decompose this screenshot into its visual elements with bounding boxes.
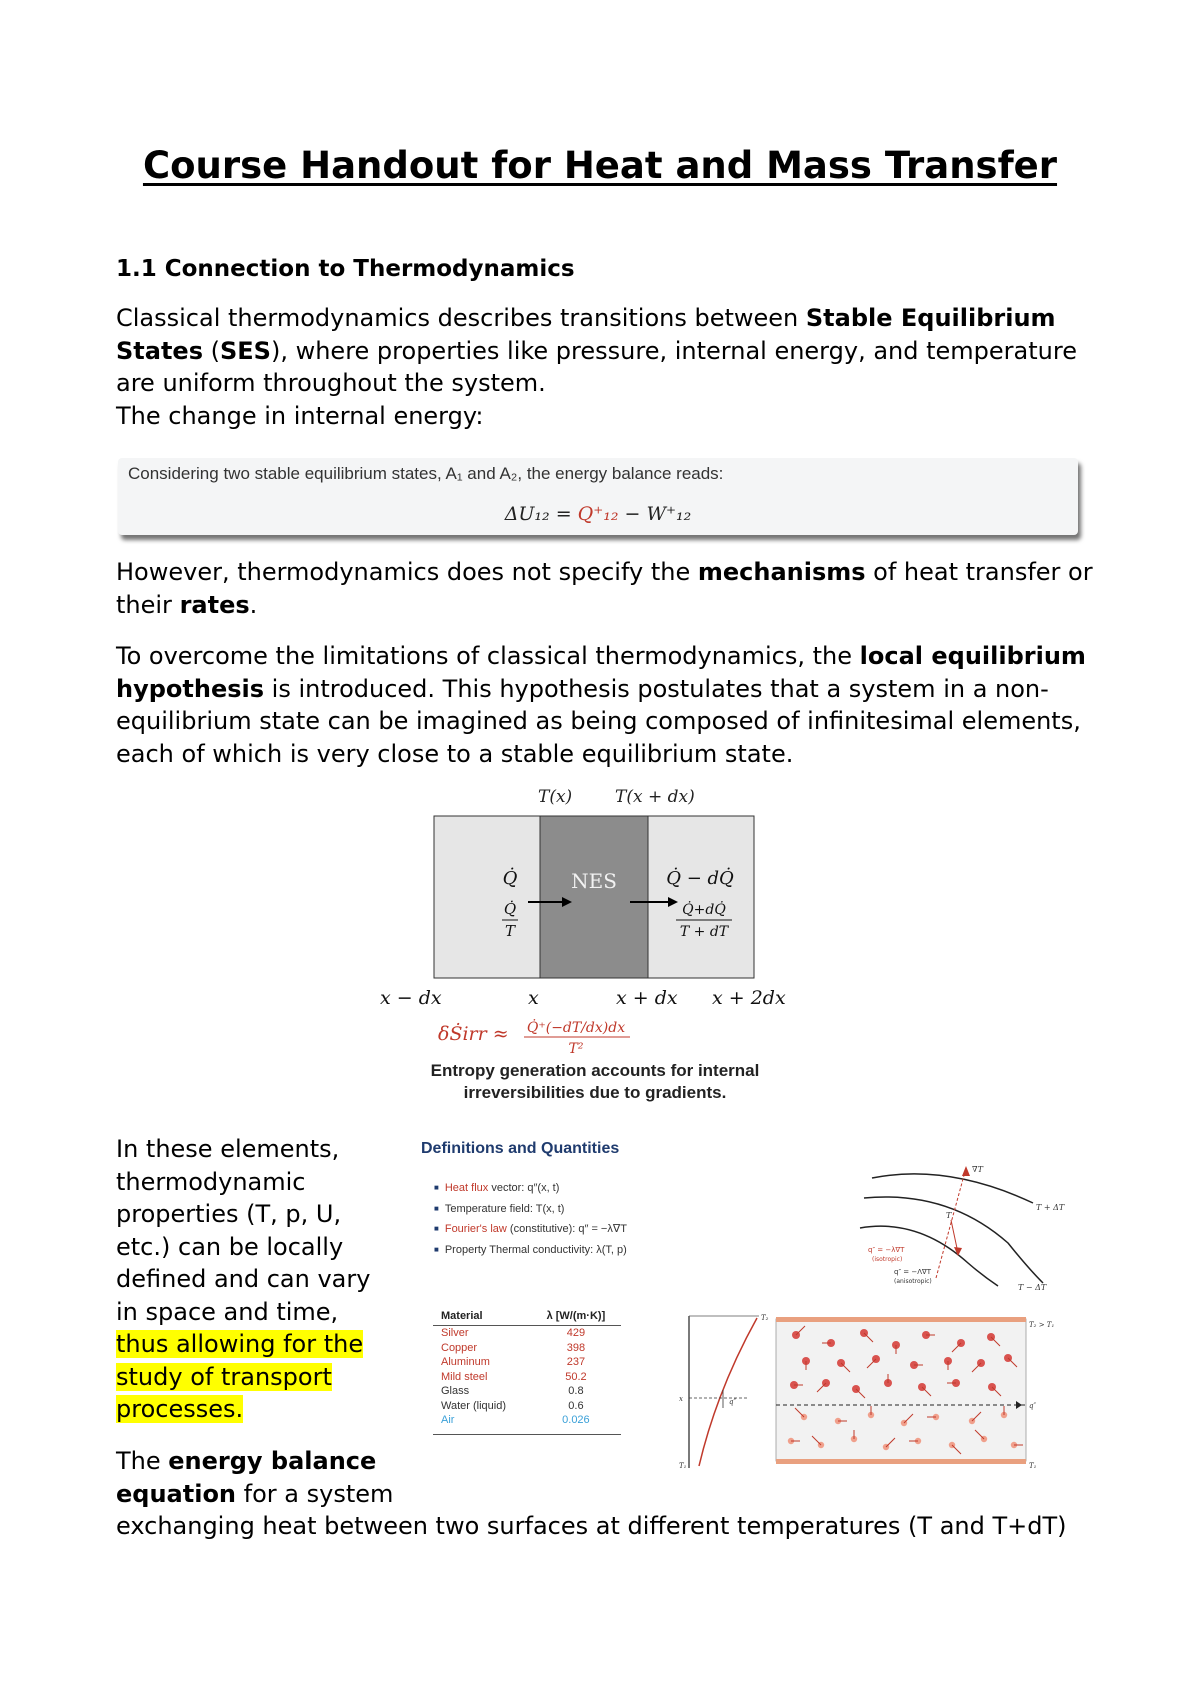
nes-element-diagram [380,778,820,1058]
label-t-x-dx: T(x + dx) [615,787,695,807]
box-mid-label: q″ [1029,1402,1037,1410]
profile-top-label: T₂ [761,1314,769,1322]
material-conductivity: 50.2 [565,1370,587,1383]
table-row [433,1413,621,1434]
table-row [433,1399,621,1414]
box-bottom-label: T₁ [1029,1462,1037,1470]
cold-wall [776,1459,1026,1464]
material-conductivity: 237 [566,1356,586,1368]
q-aniso-sub: (anisotropic) [894,1278,932,1285]
isotherm-t-plus: T + ΔT [1036,1203,1065,1212]
page-title: Course Handout for Heat and Mass Transfer [142,144,1058,187]
temperature-profile-diagram [677,1310,772,1472]
q-in-frac-den: T [504,922,516,940]
material-conductivity: 0.026 [531,1413,621,1434]
isotherm-t: T [946,1211,952,1220]
box-top-label: T₂ > T₁ [1029,1321,1055,1329]
entropy-num: Q̇⁺(−dT/dx)dx [526,1020,626,1036]
isotherm-diagram [858,1158,1088,1293]
q-iso-sub: (isotropic) [872,1256,903,1263]
x-label-2: x + dx [616,987,678,1009]
particle-box [776,1319,1026,1461]
x-label-1: x [528,987,539,1009]
entropy-caption: Entropy generation accounts for internal irreversibilities due to gradients. [430,1061,760,1102]
material-conductivity: 0.6 [568,1399,584,1412]
x-label-3: x + 2dx [712,987,786,1009]
q-out-label: Q̇ − dQ̇ [666,868,734,889]
particle-transport-diagram [776,1313,1055,1473]
material-name: Aluminum [441,1356,490,1368]
material-name: Copper [441,1341,478,1354]
table-row [433,1384,621,1399]
conductivity-table [433,1307,621,1435]
paragraph-mechanisms: However, thermodynamics does not specify the mechanisms of heat transfer or their rates. [116,558,1093,619]
energy-balance-box [118,458,1078,535]
paragraph-local-properties: In these elements, thermodynamic properties (T, p, U, etc.) can be locally defined and can vary in space and time, thus allowing for the study of transport processes. [116,1135,371,1423]
profile-bottom-label: T₁ [679,1462,687,1470]
entropy-den: T² [568,1041,584,1057]
energy-balance-equation: ΔU₁₂ = Q⁺₁₂ − W⁺₁₂ [504,503,692,525]
energy-balance-intro: Considering two stable equilibrium states, A₁ and A₂, the energy balance reads: [128,464,724,483]
q-out-frac-den: T + dT [679,924,729,940]
paragraph-ses: Classical thermodynamics describes transitions between Stable Equilibrium States (SES), where properties like pressure, internal energy, and temperature are uniform throughout the system. The change in internal energy: [116,304,1077,430]
cell-left [434,816,540,978]
profile-mid-label: x [679,1395,683,1403]
definition-item: ■ Fourier's law (constitutive): q″ = −λ∇T [434,1219,627,1240]
table-row [433,1370,621,1385]
profile-q-label: q″ [729,1398,737,1406]
definition-item: ■ Property Thermal conductivity: λ(T, p) [434,1240,627,1261]
paragraph-local-equilibrium: To overcome the limitations of classical thermodynamics, the local equilibrium hypothesis is introduced. This hypothesis postulates that a system in a non-equilibrium state can be imagined as being composed of infinitesimal elements, each of which is very close to a stable equilibrium state. [116,642,1086,768]
material-name: Glass [441,1385,470,1397]
q-iso-label: q″ = −λ∇T [868,1246,905,1254]
material-name: Air [433,1413,531,1434]
material-conductivity: 0.8 [568,1385,584,1397]
label-t-x: T(x) [538,787,573,807]
q-in-frac-num: Q̇ [503,900,517,918]
q-out-frac-num: Q̇+dQ̇ [682,902,726,918]
highlighted-phrase: thus allowing for the study of transport processes. [116,1330,364,1423]
section-heading: 1.1 Connection to Thermodynamics [116,256,575,282]
grad-label: ∇T [972,1165,983,1174]
table-row [433,1341,621,1356]
definition-item: ■ Heat flux vector: q″(x, t) [434,1178,627,1199]
cell-nes [540,816,648,978]
table-row [433,1326,621,1341]
material-name: Water (liquid) [441,1399,506,1412]
paragraph-last-line: exchanging heat between two surfaces at different temperatures (T and T+dT) [116,1512,1067,1540]
isotherm-t-minus: T − ΔT [1018,1283,1047,1292]
x-label-0: x − dx [380,987,442,1009]
temperature-profile-curve [699,1318,757,1466]
material-conductivity: 398 [566,1341,586,1354]
hot-wall [776,1317,1026,1322]
definition-item: ■ Temperature field: T(x, t) [434,1199,627,1220]
paragraph-energy-balance: The energy balance equation for a system [116,1447,394,1508]
q-aniso-label: q″ = −Λ∇T [894,1268,931,1276]
table-row [433,1355,621,1370]
table-header-row: Material λ [W/(m·K)] [433,1307,621,1326]
nes-label: NES [571,869,617,893]
material-name: Mild steel [441,1370,488,1383]
cell-right [648,816,754,978]
gradient-line [936,1168,966,1278]
definitions-list [434,1178,627,1260]
material-name: Silver [441,1327,469,1339]
entropy-lhs: δṠirr ≈ [438,1023,509,1045]
q-in-label: Q̇ [502,868,518,889]
material-conductivity: 429 [566,1327,586,1339]
definitions-title: Definitions and Quantities [421,1140,620,1157]
